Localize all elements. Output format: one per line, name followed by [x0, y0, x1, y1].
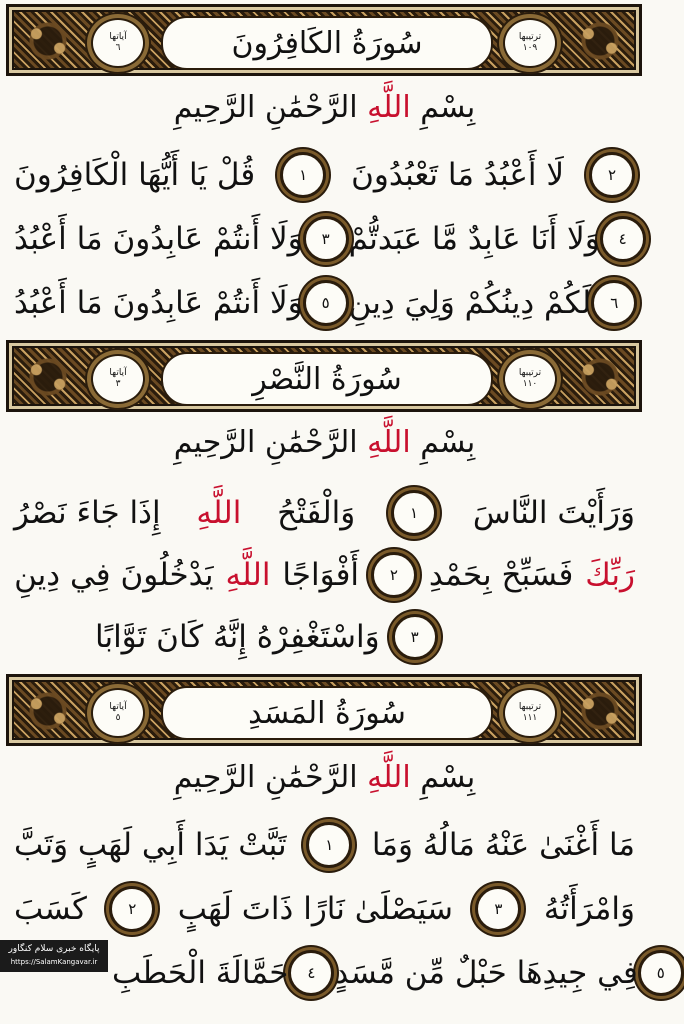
verse-line — [14, 546, 635, 604]
basmala — [0, 760, 649, 795]
verse-number-marker: ٤ — [600, 216, 646, 262]
verse-text: سَيَصْلَىٰ نَارًا ذَاتَ لَهَبٍ — [177, 891, 454, 927]
verse-number-marker: ٥ — [638, 950, 684, 996]
verse-line — [14, 484, 635, 542]
order-label: ترتيبها — [518, 702, 542, 712]
verse-number-marker: ٣ — [392, 614, 438, 660]
verse-text: إِذَا جَاءَ نَصْرُ — [14, 495, 161, 531]
surah-title-banner — [161, 686, 493, 740]
verse-text: يَدْخُلُونَ فِي دِينِ — [14, 557, 214, 593]
verse-text: لَكُمْ دِينُكُمْ وَلِيَ دِينِ — [348, 285, 592, 321]
verse-text: مَا أَغْنَىٰ عَنْهُ مَالُهُ وَمَا — [371, 827, 635, 863]
watermark-url: https://SalamKangavar.ir — [10, 958, 98, 966]
order-number: ١٠٩ — [522, 43, 538, 53]
verse-number-marker: ٢ — [109, 886, 155, 932]
surah-title: سُورَةُ المَسَدِ — [248, 695, 406, 731]
verse-number-marker: ٦ — [591, 280, 637, 326]
verse-number-marker: ١ — [391, 490, 437, 536]
basmala-pre: بِسْمِ — [420, 425, 476, 460]
verse-number-marker: ٣ — [475, 886, 521, 932]
verse-line — [95, 608, 635, 666]
verse-text: تَبَّتْ يَدَا أَبِي لَهَبٍ وَتَبَّ — [14, 827, 287, 863]
surah-header-kafirun — [6, 4, 642, 76]
order-label: ترتيبها — [518, 368, 542, 378]
verse-text: فَسَبِّحْ بِحَمْدِ — [428, 557, 574, 593]
ayat-label: آياتها — [109, 368, 127, 378]
ornament-knot-icon — [19, 353, 77, 401]
verse-line — [14, 146, 635, 204]
divine-name: رَبِّكَ — [585, 557, 635, 593]
divine-name: اللَّهِ — [196, 495, 242, 531]
verse-line — [112, 944, 665, 1002]
verse-text: وَامْرَأَتُهُ — [543, 891, 635, 927]
verse-line — [14, 274, 635, 332]
verse-line — [14, 816, 635, 874]
ayat-label: آياتها — [109, 32, 127, 42]
basmala-post: الرَّحْمَٰنِ الرَّحِيمِ — [173, 90, 358, 125]
verse-text: حَمَّالَةَ الْحَطَبِ — [112, 955, 289, 991]
ayat-count: ٥ — [115, 713, 121, 723]
verse-text: لَا أَعْبُدُ مَا تَعْبُدُونَ — [351, 157, 565, 193]
verse-text: أَفْوَاجًا — [282, 557, 360, 593]
ayat-label: آياتها — [109, 702, 127, 712]
ornament-knot-icon — [571, 17, 629, 65]
basmala-pre: بِسْمِ — [420, 90, 476, 125]
order-number: ١١٠ — [522, 379, 538, 389]
verse-text: وَلَا أَنتُمْ عَابِدُونَ مَا أَعْبُدُ — [14, 285, 303, 321]
verse-text: وَاسْتَغْفِرْهُ إِنَّهُ كَانَ تَوَّابًا — [95, 619, 380, 655]
surah-order-medallion — [503, 18, 557, 68]
ornament-knot-icon — [571, 687, 629, 735]
verse-text: وَلَا أَنتُمْ عَابِدُونَ مَا أَعْبُدُ — [14, 221, 303, 257]
ayat-count-medallion — [91, 688, 145, 738]
verse-text: وَرَأَيْتَ النَّاسَ — [472, 495, 635, 531]
verse-number-marker: ٢ — [589, 152, 635, 198]
watermark-title: پایگاه خبری سلام کنگاور — [8, 944, 100, 954]
verse-text: وَلَا أَنَا عَابِدٌ مَّا عَبَدتُّمْ — [348, 221, 600, 257]
verse-number-marker: ١ — [306, 822, 352, 868]
verse-text: قُلْ يَا أَيُّهَا الْكَافِرُونَ — [14, 157, 256, 193]
divine-name: اللَّهِ — [225, 557, 271, 593]
verse-line — [14, 210, 635, 268]
verse-line — [14, 880, 635, 938]
verse-number-marker: ٤ — [288, 950, 334, 996]
verse-text: كَسَبَ — [14, 891, 87, 927]
basmala — [0, 90, 649, 125]
ayat-count-medallion — [91, 18, 145, 68]
verse-number-marker: ٥ — [303, 280, 349, 326]
ornament-knot-icon — [19, 687, 77, 735]
surah-title-banner — [161, 16, 493, 70]
basmala-post: الرَّحْمَٰنِ الرَّحِيمِ — [173, 760, 358, 795]
basmala-pre: بِسْمِ — [420, 760, 476, 795]
site-watermark — [0, 940, 108, 972]
verse-number-marker: ٢ — [371, 552, 417, 598]
basmala-post: الرَّحْمَٰنِ الرَّحِيمِ — [173, 425, 358, 460]
basmala-divine-name: اللَّهِ — [367, 760, 411, 795]
ayat-count: ٦ — [115, 43, 121, 53]
basmala-divine-name: اللَّهِ — [367, 425, 411, 460]
ornament-knot-icon — [19, 17, 77, 65]
order-number: ١١١ — [522, 713, 538, 723]
surah-title: سُورَةُ النَّصْرِ — [252, 361, 402, 397]
verse-text: فِي جِيدِهَا حَبْلٌ مِّن مَّسَدٍ — [334, 955, 638, 991]
ayat-count: ٣ — [115, 379, 121, 389]
surah-order-medallion — [503, 688, 557, 738]
surah-header-masad — [6, 674, 642, 746]
surah-title-banner — [161, 352, 493, 406]
verse-text: وَالْفَتْحُ — [277, 495, 356, 531]
basmala — [0, 425, 649, 460]
order-label: ترتيبها — [518, 32, 542, 42]
ornament-knot-icon — [571, 353, 629, 401]
ayat-count-medallion — [91, 354, 145, 404]
surah-title: سُورَةُ الكَافِرُونَ — [231, 25, 423, 61]
surah-header-nasr — [6, 340, 642, 412]
surah-order-medallion — [503, 354, 557, 404]
verse-number-marker: ٣ — [303, 216, 349, 262]
basmala-divine-name: اللَّهِ — [367, 90, 411, 125]
verse-number-marker: ١ — [280, 152, 326, 198]
